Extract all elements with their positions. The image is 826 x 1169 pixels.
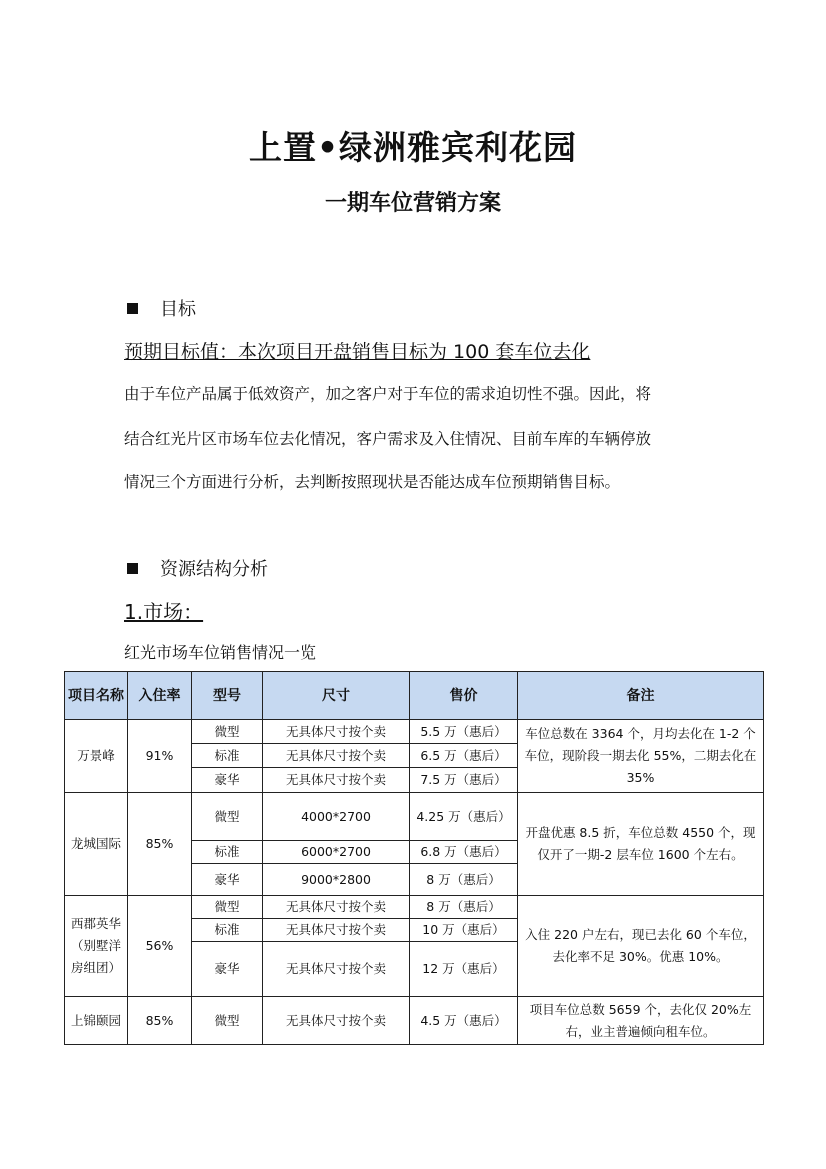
price-cell: 8 万（惠后）	[410, 864, 518, 896]
header-cell: 售价	[410, 672, 518, 720]
size-cell: 无具体尺寸按个卖	[263, 744, 410, 768]
type-cell: 标准	[192, 744, 263, 768]
note-cell: 入住 220 户左右，现已去化 60 个车位，去化率不足 30%。优惠 10%。	[518, 896, 764, 997]
header-cell: 型号	[192, 672, 263, 720]
project-name-cell: 上锦颐园	[65, 997, 128, 1045]
note-cell: 开盘优惠 8.5 折，车位总数 4550 个，现仅开了一期-2 层车位 1600 个左右。	[518, 793, 764, 896]
subheading-market: 1.市场：	[124, 600, 204, 624]
table-row	[65, 896, 764, 919]
project-name-cell: 龙城国际	[65, 793, 128, 896]
paragraph-line: 情况三个方面进行分析，去判断按照现状是否能达成车位预期销售目标。	[124, 473, 621, 491]
occupancy-cell: 85%	[128, 997, 192, 1045]
square-bullet-icon	[127, 303, 138, 314]
table-caption: 红光市场车位销售情况一览	[124, 643, 317, 662]
header-cell: 项目名称	[65, 672, 128, 720]
price-cell: 7.5 万（惠后）	[410, 768, 518, 793]
price-cell: 6.5 万（惠后）	[410, 744, 518, 768]
size-cell: 9000*2800	[263, 864, 410, 896]
type-cell: 标准	[192, 841, 263, 864]
size-cell: 无具体尺寸按个卖	[263, 919, 410, 942]
type-cell: 微型	[192, 793, 263, 841]
type-cell: 微型	[192, 997, 263, 1045]
type-cell: 豪华	[192, 768, 263, 793]
market-table	[64, 671, 764, 1045]
table-row	[65, 997, 764, 1045]
price-cell: 4.5 万（惠后）	[410, 997, 518, 1045]
size-cell: 4000*2700	[263, 793, 410, 841]
occupancy-cell: 56%	[128, 896, 192, 997]
project-name-cell: 西郡英华（别墅洋房组团）	[65, 896, 128, 997]
occupancy-cell: 91%	[128, 720, 192, 793]
price-cell: 8 万（惠后）	[410, 896, 518, 919]
type-cell: 豪华	[192, 864, 263, 896]
document-title: 上置•绿洲雅宾利花园	[248, 128, 578, 167]
section-heading-resource	[127, 555, 268, 581]
size-cell: 无具体尺寸按个卖	[263, 896, 410, 919]
paragraph-line: 由于车位产品属于低效资产，加之客户对于车位的需求迫切性不强。因此，将	[124, 385, 652, 403]
size-cell: 6000*2700	[263, 841, 410, 864]
price-cell: 5.5 万（惠后）	[410, 720, 518, 744]
note-cell: 车位总数在 3364 个，月均去化在 1-2 个车位，现阶段一期去化 55%，二期去化在 35%	[518, 720, 764, 793]
note-cell: 项目车位总数 5659 个，去化仅 20%左右，业主普遍倾向租车位。	[518, 997, 764, 1045]
table-row	[65, 793, 764, 841]
type-cell: 微型	[192, 720, 263, 744]
type-cell: 标准	[192, 919, 263, 942]
section-heading-label: 目标	[160, 299, 196, 320]
paragraph-line: 结合红光片区市场车位去化情况，客户需求及入住情况、目前车库的车辆停放	[124, 430, 652, 448]
section-heading-goal	[127, 295, 196, 321]
table-header-row	[65, 672, 764, 720]
price-cell: 10 万（惠后）	[410, 919, 518, 942]
size-cell: 无具体尺寸按个卖	[263, 997, 410, 1045]
header-cell: 尺寸	[263, 672, 410, 720]
occupancy-cell: 85%	[128, 793, 192, 896]
header-cell: 备注	[518, 672, 764, 720]
square-bullet-icon	[127, 563, 138, 574]
type-cell: 微型	[192, 896, 263, 919]
size-cell: 无具体尺寸按个卖	[263, 720, 410, 744]
section-heading-label: 资源结构分析	[160, 559, 268, 580]
size-cell: 无具体尺寸按个卖	[263, 942, 410, 997]
size-cell: 无具体尺寸按个卖	[263, 768, 410, 793]
goal-statement: 预期目标值：本次项目开盘销售目标为 100 套车位去化	[124, 341, 591, 363]
project-name-cell: 万景峰	[65, 720, 128, 793]
type-cell: 豪华	[192, 942, 263, 997]
price-cell: 12 万（惠后）	[410, 942, 518, 997]
document-subtitle: 一期车位营销方案	[324, 191, 501, 216]
table-row	[65, 720, 764, 744]
header-cell: 入住率	[128, 672, 192, 720]
price-cell: 4.25 万（惠后）	[410, 793, 518, 841]
price-cell: 6.8 万（惠后）	[410, 841, 518, 864]
